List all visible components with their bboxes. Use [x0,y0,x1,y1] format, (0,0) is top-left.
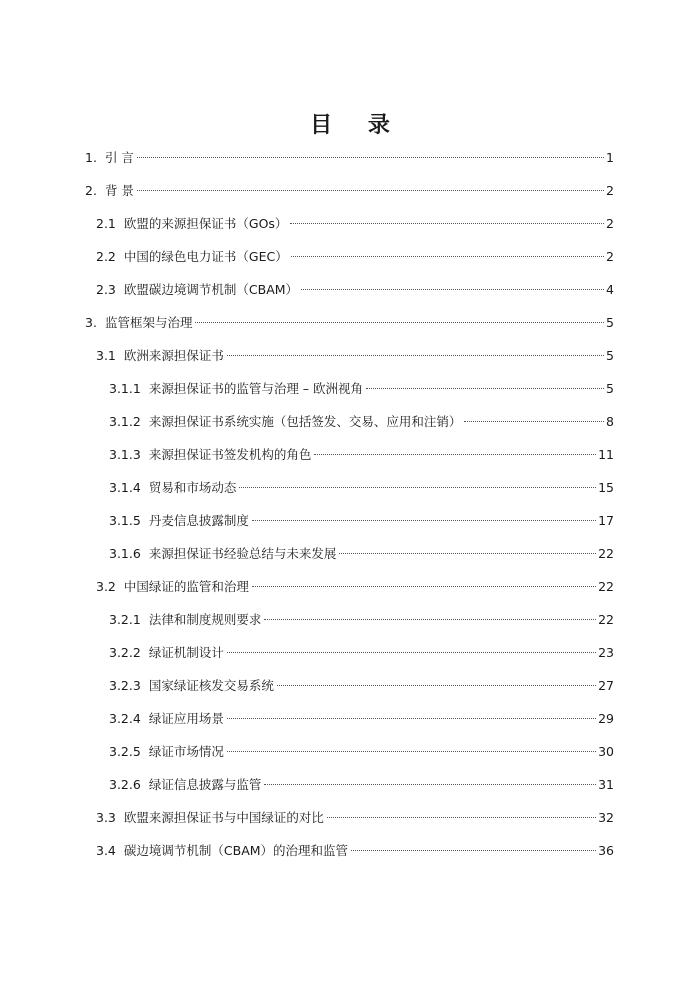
toc-entry-number: 3.2.1 [109,612,141,627]
toc-entry-page-number: 8 [606,414,614,429]
toc-entry[interactable] [96,577,614,597]
toc-entry-title: 碳边境调节机制（CBAM）的治理和监管 [123,843,349,858]
toc-entry-number: 3.2.3 [109,678,141,693]
toc-entry-page-number: 2 [606,216,614,231]
toc-entry-page-number: 22 [598,612,614,627]
toc-entry[interactable] [109,478,614,498]
toc-entry-title: 中国绿证的监管和治理 [123,579,249,594]
toc-entry[interactable] [109,544,614,564]
toc-entry-number: 3.1.1 [109,381,141,396]
dot-leader [137,190,604,191]
dot-leader [227,751,596,752]
toc-entry-page-number: 23 [598,645,614,660]
toc-entry-number: 3.1.4 [109,480,141,495]
toc-entry-page-number: 5 [606,315,614,330]
toc-entry-page-number: 11 [598,447,614,462]
toc-entry-number: 3.2.4 [109,711,141,726]
toc-entry-title: 引 言 [104,150,134,165]
toc-entry-number: 3.2.5 [109,744,141,759]
toc-entry[interactable] [109,775,614,795]
toc-entry-number: 3.4 [96,843,116,858]
toc-entry-number: 3. [85,315,97,330]
dot-leader [277,685,596,686]
toc-entry-title: 欧洲来源担保证书 [123,348,224,363]
toc-entry[interactable] [96,841,614,861]
toc-entry[interactable] [96,214,614,234]
toc-entry-number: 3.2.2 [109,645,141,660]
dot-leader [366,388,604,389]
toc-entry-title: 国家绿证核发交易系统 [148,678,274,693]
toc-entry-number: 2.3 [96,282,116,297]
toc-entry-number: 3.1.2 [109,414,141,429]
toc-entry-number: 2. [85,183,97,198]
toc-entry-title: 背 景 [104,183,134,198]
toc-entry-title: 来源担保证书签发机构的角色 [148,447,312,462]
toc-entry-title: 欧盟来源担保证书与中国绿证的对比 [123,810,324,825]
dot-leader [264,619,596,620]
toc-entry-number: 2.2 [96,249,116,264]
dot-leader [351,850,596,851]
dot-leader [252,520,596,521]
toc-entry-number: 3.1.3 [109,447,141,462]
toc-entry[interactable] [109,412,614,432]
toc-entry-title: 贸易和市场动态 [148,480,237,495]
toc-entry[interactable] [109,742,614,762]
dot-leader [290,223,604,224]
toc-entry-number: 3.1.5 [109,513,141,528]
dot-leader [239,487,596,488]
toc-entry-page-number: 17 [598,513,614,528]
dot-leader [137,157,604,158]
toc-entry-title: 绿证信息披露与监管 [148,777,262,792]
toc-entry-title: 绿证市场情况 [148,744,224,759]
dot-leader [227,355,604,356]
dot-leader [227,718,596,719]
toc-entry-page-number: 36 [598,843,614,858]
toc-entry-page-number: 2 [606,183,614,198]
toc-entry[interactable] [96,247,614,267]
toc-entry[interactable] [109,676,614,696]
dot-leader [464,421,604,422]
toc-entry-page-number: 30 [598,744,614,759]
toc-entry[interactable] [96,346,614,366]
toc-entry-page-number: 1 [606,150,614,165]
dot-leader [227,652,596,653]
toc-entry-page-number: 15 [598,480,614,495]
toc-entry-number: 3.1.6 [109,546,141,561]
dot-leader [327,817,596,818]
toc-entry[interactable] [96,808,614,828]
toc-entry[interactable] [109,445,614,465]
toc-entry-page-number: 32 [598,810,614,825]
toc-entry-number: 3.3 [96,810,116,825]
toc-entry[interactable] [85,148,614,168]
toc-entry-title: 欧盟的来源担保证书（GOs） [123,216,288,231]
toc-entry[interactable] [109,643,614,663]
toc-entry-title: 来源担保证书经验总结与未来发展 [148,546,337,561]
toc-entry[interactable] [85,181,614,201]
toc-entry-page-number: 5 [606,381,614,396]
toc-entry[interactable] [109,511,614,531]
toc-entry-title: 绿证应用场景 [148,711,224,726]
toc-entry-title: 监管框架与治理 [104,315,193,330]
toc-entry-title: 丹麦信息披露制度 [148,513,249,528]
dot-leader [301,289,604,290]
toc-entry[interactable] [109,379,614,399]
dot-leader [339,553,596,554]
toc-entry-title: 法律和制度规则要求 [148,612,262,627]
toc-entry[interactable] [96,280,614,300]
dot-leader [195,322,604,323]
toc-entry[interactable] [109,709,614,729]
dot-leader [314,454,596,455]
toc-title: 目 录 [310,112,404,138]
toc-entry-number: 2.1 [96,216,116,231]
toc-entry-title: 中国的绿色电力证书（GEC） [123,249,288,264]
toc-entry-number: 1. [85,150,97,165]
toc-entry-title: 来源担保证书的监管与治理 – 欧洲视角 [148,381,364,396]
toc-entry-number: 3.1 [96,348,116,363]
toc-entry-number: 3.2.6 [109,777,141,792]
toc-entry-number: 3.2 [96,579,116,594]
dot-leader [264,784,596,785]
toc-entry-page-number: 22 [598,546,614,561]
dot-leader [291,256,604,257]
dot-leader [252,586,596,587]
toc-entry-page-number: 4 [606,282,614,297]
toc-entry-page-number: 27 [598,678,614,693]
toc-entry[interactable] [85,313,614,333]
toc-entry-title: 绿证机制设计 [148,645,224,660]
toc-entry-page-number: 31 [598,777,614,792]
toc-entry-page-number: 22 [598,579,614,594]
toc-entry[interactable] [109,610,614,630]
toc-entry-page-number: 2 [606,249,614,264]
toc-entry-title: 来源担保证书系统实施（包括签发、交易、应用和注销） [148,414,462,429]
toc-entry-page-number: 29 [598,711,614,726]
toc-entry-title: 欧盟碳边境调节机制（CBAM） [123,282,299,297]
toc-entry-page-number: 5 [606,348,614,363]
